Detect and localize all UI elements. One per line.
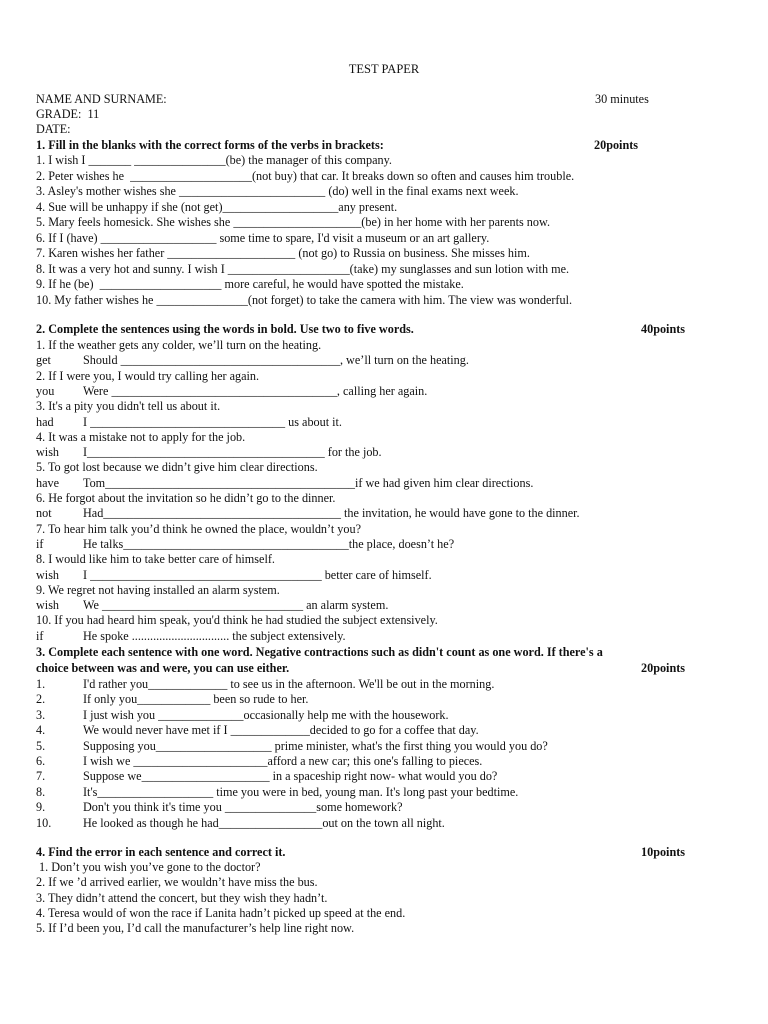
item-number: 6. (36, 754, 46, 768)
item-number: 8. (36, 784, 46, 799)
section3-heading-line1: 3. Complete each sentence with one word. Negative contractions such as didn't count as one word. If there's a (36, 645, 603, 659)
grade-label: GRADE: 11 (36, 107, 100, 121)
exercise-sentence: Supposing you___________________ prime minister, what's the first thing you would you do? (83, 738, 548, 753)
section3-heading-line2: choice between was and were, you can use either. (36, 661, 290, 675)
exercise-sentence: 1. Don’t you wish you’ve gone to the doctor? (36, 860, 261, 874)
date-label: DATE: (36, 122, 71, 136)
item-number: 7. (36, 769, 46, 784)
exercise-sentence: 4. Teresa would of won the race if Lanita hadn’t picked up speed at the end. (36, 905, 406, 920)
exercise-sentence: I just wish you ______________occasionally help me with the housework. (83, 707, 449, 722)
keyword: you (36, 383, 55, 398)
exercise-sentence: 8. I would like him to take better care of himself. (36, 552, 275, 567)
section3-points: 20points (641, 661, 686, 675)
exercise-sentence: 2. If I were you, I would try calling her again. (36, 368, 260, 383)
keyword: if (36, 628, 44, 643)
item-number: 10. (36, 815, 52, 830)
keyword: had (36, 414, 54, 429)
exercise-sentence: 4. Sue will be unhappy if she (not get)___________________any present. (36, 199, 398, 214)
section2-heading: 2. Complete the sentences using the words in bold. Use two to five words. (36, 322, 414, 336)
time-label: 30 minutes (595, 92, 649, 106)
keyword: wish (36, 445, 60, 460)
item-number: 2. (36, 692, 46, 707)
exercise-sentence: 10. My father wishes he _______________(not forget) to take the camera with him. The view was wonderful. (36, 292, 573, 307)
exercise-sentence: 1. I wish I _______ _______________(be) the manager of this company. (36, 153, 392, 167)
section1-heading: 1. Fill in the blanks with the correct forms of the verbs in brackets: (36, 138, 384, 152)
answer-line: Tom_________________________________________if we had given him clear directions. (83, 475, 534, 490)
exercise-sentence: 2. If we ’d arrived earlier, we wouldn’t have miss the bus. (36, 875, 318, 890)
answer-line: I ______________________________________ better care of himself. (83, 567, 432, 582)
exercise-sentence: 3. They didn’t attend the concert, but they wish they hadn’t. (36, 890, 328, 905)
exercise-sentence: 5. To got lost because we didn’t give him clear directions. (36, 460, 318, 475)
keyword: have (36, 475, 60, 490)
answer-line: We _________________________________ an alarm system. (83, 598, 389, 613)
exercise-sentence: We would never have met if I _____________decided to go for a coffee that day. (83, 723, 479, 738)
exercise-sentence: If only you____________ been so rude to her. (83, 692, 309, 707)
keyword: get (36, 353, 51, 368)
item-number: 5. (36, 738, 46, 753)
exercise-sentence: I wish we ______________________afford a new car; this one's falling to pieces. (83, 754, 483, 768)
answer-line: He spoke ................................ the subject extensively. (83, 628, 346, 643)
page-title: TEST PAPER (348, 62, 420, 76)
answer-line: I ________________________________ us about it. (83, 414, 342, 429)
item-number: 9. (36, 800, 46, 815)
exercise-sentence: Don't you think it's time you _______________some homework? (83, 800, 403, 815)
section1-points: 20points (594, 138, 639, 152)
exercise-sentence: He looked as though he had_________________out on the town all night. (83, 815, 445, 830)
section2-points: 40points (641, 322, 686, 336)
exercise-sentence: It's___________________ time you were in bed, young man. It's long past your bedtime. (83, 784, 519, 799)
exercise-sentence: I'd rather you_____________ to see us in the afternoon. We'll be out in the morning. (83, 677, 495, 691)
answer-line: He talks_____________________________________the place, doesn’t he? (83, 536, 455, 551)
answer-line: Should ____________________________________, we’ll turn on the heating. (83, 353, 469, 368)
section4-points: 10points (641, 845, 686, 859)
exercise-sentence: 2. Peter wishes he ____________________(not buy) that car. It breaks down so often and causes him trouble. (36, 168, 575, 183)
section4-heading: 4. Find the error in each sentence and correct it. (36, 845, 286, 859)
answer-line: I_______________________________________ for the job. (83, 445, 382, 460)
exercise-sentence: 6. If I (have) ___________________ some time to spare, I'd visit a museum or an art gallery. (36, 230, 490, 245)
item-number: 1. (36, 677, 46, 691)
exercise-sentence: 7. Karen wishes her father _____________________ (not go) to Russia on business. She misses him. (36, 246, 530, 260)
exercise-sentence: 1. If the weather gets any colder, we’ll turn on the heating. (36, 338, 322, 352)
answer-line: Had_______________________________________ the invitation, he would have gone to the dinner. (83, 506, 580, 521)
keyword: if (36, 536, 44, 551)
answer-line: Were _____________________________________, calling her again. (83, 383, 428, 398)
name-label: NAME AND SURNAME: (36, 92, 167, 106)
exercise-sentence: 3. It's a pity you didn't tell us about it. (36, 399, 221, 414)
keyword: wish (36, 598, 60, 613)
exercise-sentence: 3. Asley's mother wishes she ________________________ (do) well in the final exams next week. (36, 184, 519, 198)
exercise-sentence: 5. If I’d been you, I’d call the manufacturer’s help line right now. (36, 921, 355, 936)
exercise-sentence: 9. We regret not having installed an alarm system. (36, 582, 280, 597)
exercise-sentence: 5. Mary feels homesick. She wishes she _____________________(be) in her home with her parents now. (36, 215, 551, 229)
exercise-sentence: 9. If he (be) ____________________ more careful, he would have spotted the mistake. (36, 277, 464, 291)
item-number: 3. (36, 707, 46, 722)
keyword: wish (36, 567, 60, 582)
exercise-sentence: Suppose we_____________________ in a spaceship right now- what would you do? (83, 769, 498, 784)
exercise-sentence: 8. It was a very hot and sunny. I wish I ____________________(take) my sunglasses and sun lotion with me. (36, 261, 570, 276)
keyword: not (36, 506, 52, 521)
exercise-sentence: 10. If you had heard him speak, you'd think he had studied the subject extensively. (36, 613, 438, 628)
exercise-sentence: 4. It was a mistake not to apply for the job. (36, 429, 246, 444)
exercise-sentence: 6. He forgot about the invitation so he didn’t go to the dinner. (36, 491, 336, 505)
item-number: 4. (36, 723, 46, 738)
exercise-sentence: 7. To hear him talk you’d think he owned the place, wouldn’t you? (36, 521, 361, 536)
